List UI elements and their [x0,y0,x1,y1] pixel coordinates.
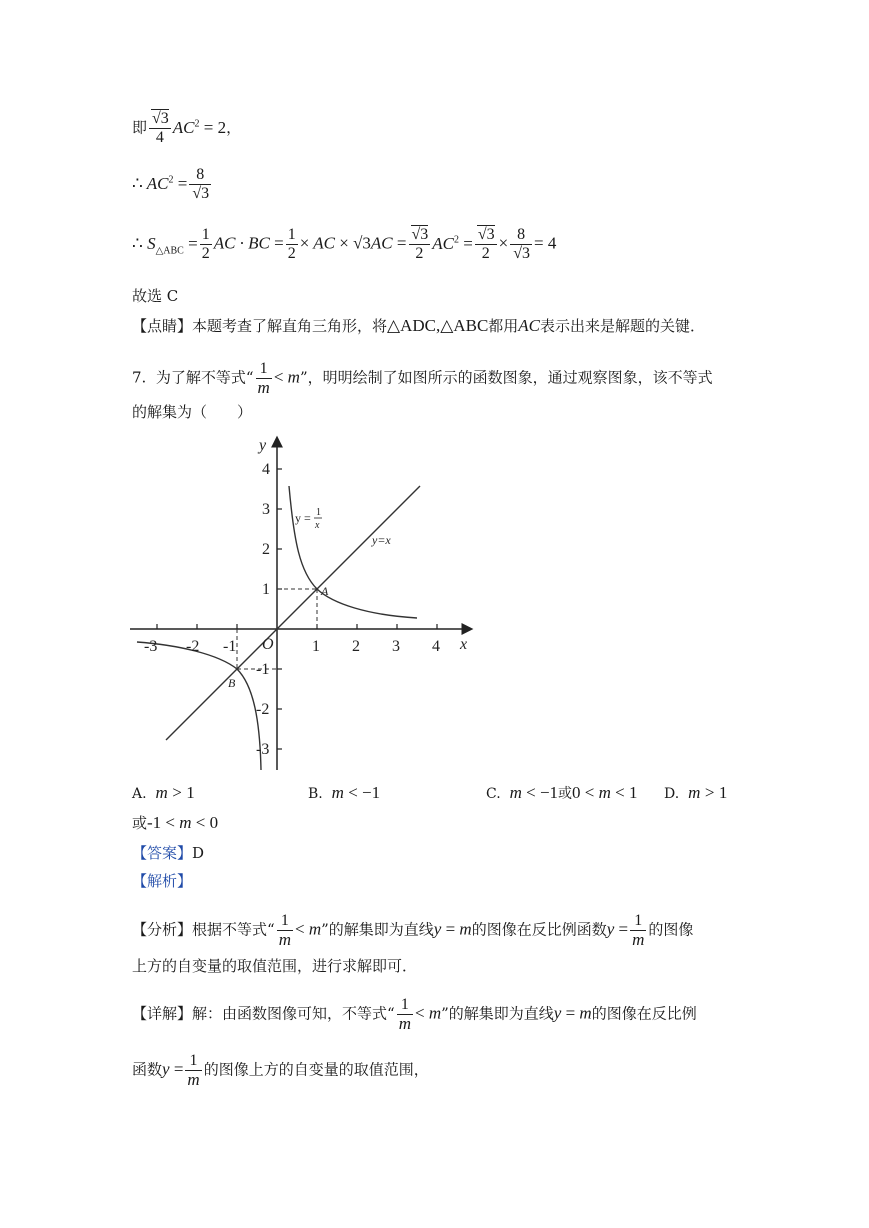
y-tick-1: 1 [262,581,270,598]
xiangjie-line-2: 函数y = $\frac{1}{m}$ 的图像上方的自变量的取值范围， [132,1052,429,1089]
question-7: 7. 为了解不等式“ $\frac{1}{m}$ < m”，明明绘制了如图所示的函数图象，通过观察图象，该不等式 [132,360,713,397]
option-b[interactable]: B. m < −1 [308,783,381,802]
x-tick-2: 2 [352,638,360,655]
curve-label-den: x [315,520,320,531]
x-tick-1: 1 [312,638,320,655]
option-d[interactable]: D. m > 1 [664,783,728,802]
y-tick-neg3: -3 [256,741,270,758]
point-a-label: A [321,584,329,598]
x-tick-neg1: -1 [223,638,237,655]
answer: 【答案】D [132,844,205,862]
conclusion: 故选 C [132,287,179,305]
hyperbola-branch-2 [137,642,261,770]
x-tick-4: 4 [432,638,440,655]
curve-label-num: 1 [316,507,321,518]
y-axis-label: y [259,437,267,454]
xiangjie-line-1: 【详解】解：由函数图像可知，不等式“ $\frac{1}{m}$ < m”的解集即为直线y = m的图像在反比例 [132,996,697,1033]
y-tick-3: 3 [262,501,270,518]
step-2: ∴ $AC^2$ = $\frac{8}{√3}$ [132,166,210,202]
option-a[interactable]: A. m > 1 [132,783,195,802]
y-tick-neg2: -2 [256,701,270,718]
step-1: 即 $\frac{√3}{4}$ $AC^2 = 2$， [132,110,242,146]
question-7-line-2: 的解集为（ ） [132,403,253,421]
curve-label-prefix: y = [295,511,311,525]
x-axis-label: x [460,636,468,653]
x-tick-neg2: -2 [186,638,200,655]
origin-label: O [262,636,274,653]
y-tick-4: 4 [262,461,270,478]
fenxi-line-1: 【分析】根据不等式“ $\frac{1}{m}$ < m”的解集即为直线y = m的图像在反比例函数y = $\frac{1}{m}$ 的图像 [132,912,694,949]
step-3: ∴ $S_{\triangle ABC}$ = $\frac{1}{2}$ AC · BC = $\frac{1}{2}$ × AC × √3AC = $\frac{√3}{2}$ $AC^2$ = $\frac{√3}{2}$ × $\frac{8}{√3}$ = 4 [132,226,557,262]
y-tick-2: 2 [262,541,270,558]
comment: 【点睛】本题考查了解直角三角形，将△ADC,△ABC都用AC表示出来是解题的关键． [132,316,706,335]
option-d-continued: 或-1 < m < 0 [132,813,219,832]
point-b-label: B [228,676,236,690]
x-tick-3: 3 [392,638,400,655]
line-label: y=x [372,533,391,547]
fenxi-line-2: 上方的自变量的取值范围，进行求解即可． [132,957,418,975]
x-tick-neg3: -3 [144,638,158,655]
analysis-heading: 【解析】 [132,872,193,890]
y-tick-neg1: -1 [256,661,270,678]
function-graph [128,432,478,777]
option-c[interactable]: C. m < −1或0 < m < 1 [486,783,638,802]
step-1-prefix: 即 [132,118,148,137]
